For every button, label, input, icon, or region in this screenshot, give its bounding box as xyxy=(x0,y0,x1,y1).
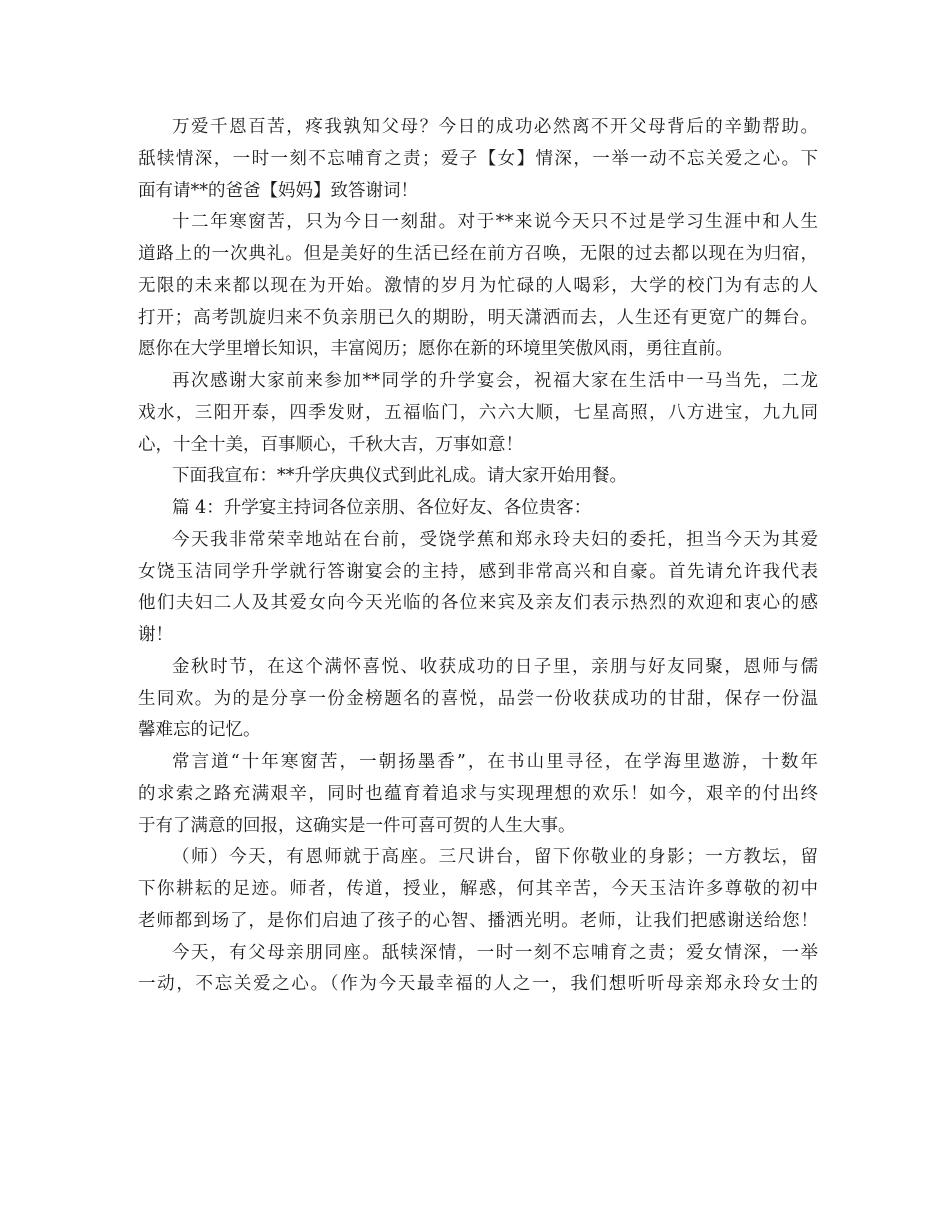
text-line: 下你耕耘的足迹。师者，传道，授业，解惑，何其辛苦，今天玉洁许多尊敬的初中 xyxy=(138,879,818,899)
text-line: 十二年寒窗苦，只为今日一刻甜。对于**来说今天只不过是学习生涯中和人生 xyxy=(172,212,818,233)
text-line: 馨难忘的记忆。 xyxy=(138,720,261,741)
text-line: 谢！ xyxy=(138,625,173,645)
text-line: 常言道“十年寒窗苦，一朝扬墨香”，在书山里寻径，在学海里遨游，十数年 xyxy=(172,752,818,772)
text-line: 金秋时节，在这个满怀喜悦、收获成功的日子里，亲朋与好友同聚，恩师与儒 xyxy=(172,656,818,677)
text-line: 下面我宣布：**升学庆典仪式到此礼成。请大家开始用餐。 xyxy=(172,466,627,487)
text-line: 老师都到场了，是你们启迪了孩子的心智、播洒光明。老师，让我们把感谢送给您！ xyxy=(138,910,818,931)
text-line: 愿你在大学里增长知识，丰富阅历；愿你在新的环境里笑傲风雨，勇往直前。 xyxy=(138,339,733,360)
document-body xyxy=(138,112,818,1001)
text-line: 面有请**的爸爸【妈妈】致答谢词！ xyxy=(138,180,418,201)
text-line: 道路上的一次典礼。但是美好的生活已经在前方召唤，无限的过去都以现在为归宿， xyxy=(138,244,818,264)
text-line: 万爱千恩百苦，疼我孰知父母？今日的成功必然离不开父母背后的辛勤帮助。 xyxy=(172,117,818,137)
text-line: 于有了满意的回报，这确实是一件可喜可贺的人生大事。 xyxy=(138,815,576,836)
text-line: （师）今天，有恩师就于高座。三尺讲台，留下你敬业的身影；一方教坛，留 xyxy=(172,847,818,868)
text-line: 舐犊情深，一时一刻不忘哺育之责；爱子【女】情深，一举一动不忘关爱之心。下 xyxy=(138,148,818,169)
text-line: 心，十全十美，百事顺心，千秋大吉，万事如意！ xyxy=(138,434,523,455)
text-line: 再次感谢大家前来参加**同学的升学宴会，祝福大家在生活中一马当先，二龙 xyxy=(172,371,818,391)
text-line: 无限的未来都以现在为开始。激情的岁月为忙碌的人喝彩，大学的校门为有志的人 xyxy=(138,275,818,296)
text-line: 他们夫妇二人及其爱女向今天光临的各位来宾及亲友们表示热烈的欢迎和衷心的感 xyxy=(138,593,818,614)
text-line: 篇 4：升学宴主持词各位亲朋、各位好友、各位贵客： xyxy=(172,498,592,518)
text-line: 戏水，三阳开泰，四季发财，五福临门，六六大顺，七星高照，八方进宝，九九同 xyxy=(138,402,818,423)
text-line: 打开；高考凯旋归来不负亲朋已久的期盼，明天潇洒而去，人生还有更宽广的舞台。 xyxy=(138,307,818,328)
text-line: 今天我非常荣幸地站在台前，受饶学蕉和郑永玲夫妇的委托，担当今天为其爱 xyxy=(172,529,818,550)
text-line: 生同欢。为的是分享一份金榜题名的喜悦，品尝一份收获成功的甘甜，保存一份温 xyxy=(138,688,818,709)
text-line: 今天，有父母亲朋同座。舐犊深情，一时一刻不忘哺育之责；爱女情深，一举 xyxy=(172,942,818,963)
text-line: 女饶玉洁同学升学就行答谢宴会的主持，感到非常高兴和自豪。首先请允许我代表 xyxy=(138,561,818,582)
text-line: 的求索之路充满艰辛，同时也蕴育着追求与实现理想的欢乐！如今，艰辛的付出终 xyxy=(138,783,818,804)
text-line: 一动，不忘关爱之心。（作为今天最幸福的人之一，我们想听听母亲郑永玲女士的 xyxy=(138,974,818,995)
